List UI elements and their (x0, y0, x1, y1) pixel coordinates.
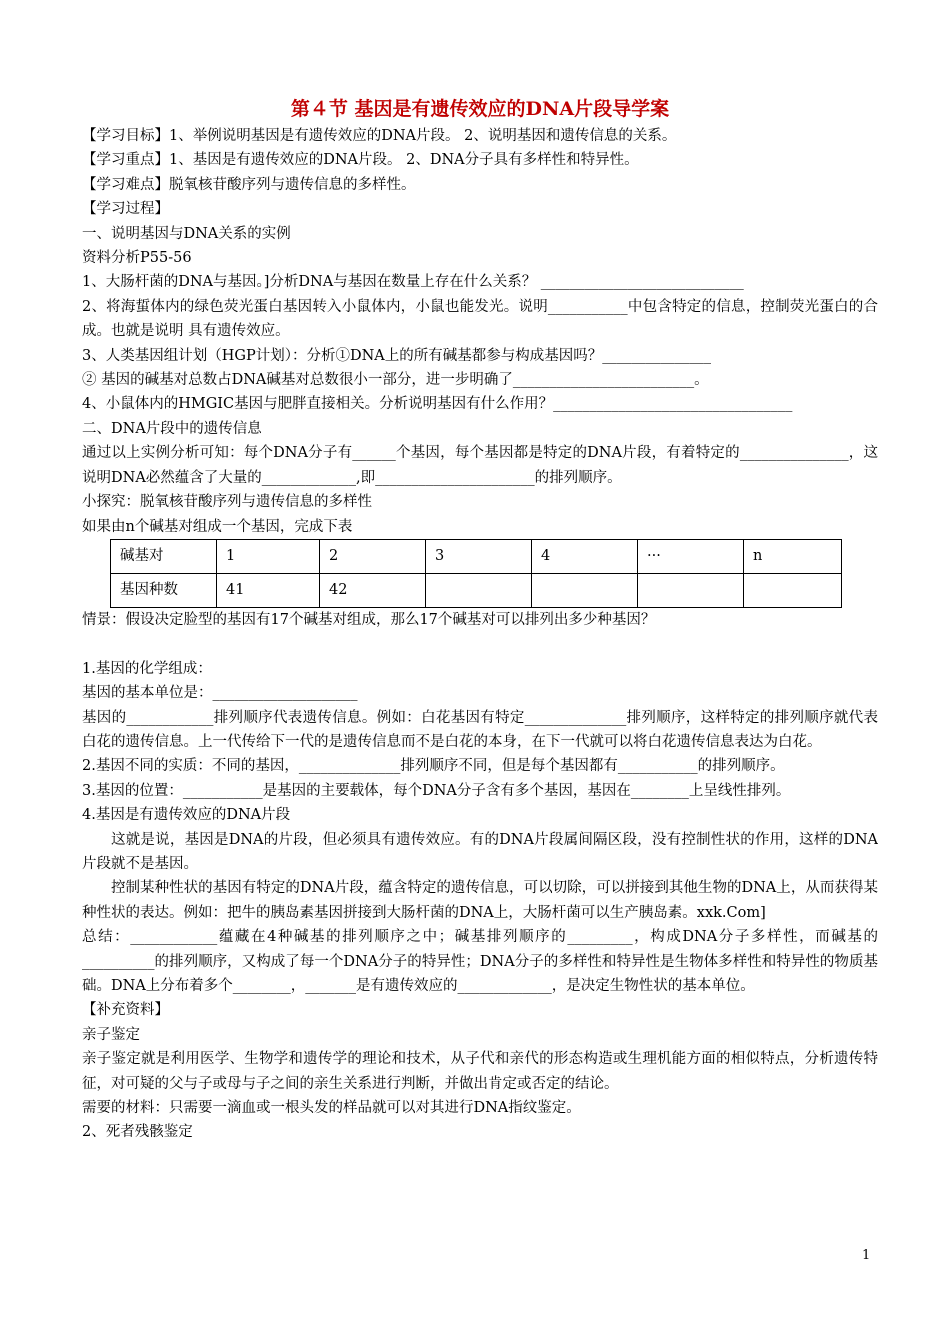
table-cell (638, 573, 744, 607)
segment-paragraph-2: 控制某种性状的基因有特定的DNA片段，蕴含特定的遗传信息，可以切除，可以拼接到其他生物的DNA上，从而获得某种性状的表达。例如：把牛的胰岛素基因拼接到大肠杆菌的DNA上，大肠杆菌可以生产胰岛素。xxk.Com] (82, 880, 878, 921)
table-cell: 3 (426, 539, 532, 573)
basic-unit-question: 基因的基本单位是：____________________ (82, 685, 358, 702)
table-cell: 1 (217, 539, 320, 573)
blank-line (82, 632, 878, 656)
section-1-heading: 一、说明基因与DNA关系的实例 (82, 225, 291, 242)
base-pair-table (110, 539, 842, 608)
summary-paragraph: 总结：____________蕴藏在4种碱基的排列顺序之中；碱基排列顺序的_________，构成DNA分子多样性，而碱基的__________的排列顺序，又构成了每一个DNA分子的特异性；DNA分子的多样性和特异性是生物体多样性和特异性的物质基础。DNA上分布着多个________，_______是有遗传效应的_____________，是决定生物性状的基本单位。 (82, 929, 878, 994)
paternity-heading: 亲子鉴定 (82, 1026, 140, 1043)
question-3b: ② 基因的碱基对总数占DNA碱基对总数很小一部分，进一步明确了_________________________。 (82, 372, 709, 389)
table-cell: 4 (532, 539, 638, 573)
chemical-composition-heading: 1.基因的化学组成： (82, 660, 212, 677)
table-cell: 42 (320, 573, 426, 607)
supplement-heading: 【补充资料】 (82, 1002, 169, 1019)
learning-process-heading: 【学习过程】 (82, 201, 169, 218)
question-3: 3、人类基因组计划（HGP计划）：分析①DNA上的所有碱基都参与构成基因吗？_______________ (82, 347, 711, 364)
paternity-paragraph: 亲子鉴定就是利用医学、生物学和遗传学的理论和技术，从子代和亲代的形态构造或生理机能方面的相似特点，分析遗传特征，对可疑的父与子或母与子之间的亲生关系进行判断，并做出肯定或否定的结论。 (82, 1051, 878, 1092)
table-cell: 41 (217, 573, 320, 607)
small-exploration: 小探究：脱氧核苷酸序列与遗传信息的多样性 (82, 494, 372, 511)
table-row (111, 539, 842, 573)
segment-paragraph-1: 这就是说，基因是DNA的片段，但必须具有遗传效应。有的DNA片段属间隔区段，没有控制性状的作用，这样的DNA片段就不是基因。 (82, 831, 878, 872)
table-cell: 碱基对 (111, 539, 217, 573)
learning-key-points: 【学习重点】1、基因是有遗传效应的DNA片段。 2、DNA分子具有多样性和特异性。 (82, 152, 639, 169)
table-intro: 如果由n个碱基对组成一个基因，完成下表 (82, 518, 353, 535)
learning-difficulty: 【学习难点】脱氧核苷酸序列与遗传信息的多样性。 (82, 176, 416, 193)
question-4: 4、小鼠体内的HMGIC基因与肥胖直接相关。分析说明基因有什么作用？_________________________________ (82, 396, 793, 413)
material-analysis: 资料分析P55-56 (82, 250, 192, 267)
learning-objectives: 【学习目标】1、举例说明基因是有遗传效应的DNA片段。 2、说明基因和遗传信息的关系。 (82, 128, 677, 144)
table-row (111, 573, 842, 607)
question-1: 1、大肠杆菌的DNA与基因。]分析DNA与基因在数量上存在什么关系？ ____________________________ (82, 274, 744, 291)
gene-position: 3.基因的位置：___________是基因的主要载体，每个DNA分子含有多个基因，基因在________上呈线性排列。 (82, 782, 791, 799)
scenario-question: 情景：假设决定脸型的基因有17个碱基对组成，那么17个碱基对可以排列出多少种基因？ (82, 611, 656, 628)
gene-difference-essence: 2.基因不同的实质：不同的基因，______________排列顺序不同，但是每个基因都有___________的排列顺序。 (82, 758, 785, 775)
gene-segment-heading: 4.基因是有遗传效应的DNA片段 (82, 807, 291, 824)
table-cell: n (744, 539, 842, 573)
table-cell (532, 573, 638, 607)
question-2: 2、将海蜇体内的绿色荧光蛋白基因转入小鼠体内，小鼠也能发光。说明___________中包含特定的信息，控制荧光蛋白的合成。也就是说明 具有遗传效应。 (82, 298, 878, 340)
page-title: 第４节 基因是有遗传效应的DNA片段导学案 (290, 98, 670, 120)
table-cell: 2 (320, 539, 426, 573)
table-cell (744, 573, 842, 607)
sequence-paragraph: 基因的____________排列顺序代表遗传信息。例如：白花基因有特定______________排列顺序，这样特定的排列顺序就代表白花的遗传信息。上一代传给下一代的是遗传信息而不是白花的本身，在下一代就可以将白花遗传信息表达为白花。 (82, 709, 878, 750)
materials-line: 需要的材料：只需要一滴血或一根头发的样品就可以对其进行DNA指纹鉴定。 (82, 1100, 581, 1117)
table-cell (426, 573, 532, 607)
page-number: 1 (862, 1248, 871, 1263)
analysis-paragraph: 通过以上实例分析可知：每个DNA分子有______个基因，每个基因都是特定的DNA片段，有着特定的_______________，这说明DNA必然蕴含了大量的_____________,即______________________的排列顺序。 (82, 445, 878, 486)
table-cell: 基因种数 (111, 573, 217, 607)
section-2-heading: 二、DNA片段中的遗传信息 (82, 420, 262, 437)
document-body (82, 94, 878, 1145)
remains-heading: 2、死者残骸鉴定 (82, 1124, 193, 1141)
table-cell: ··· (638, 539, 744, 573)
